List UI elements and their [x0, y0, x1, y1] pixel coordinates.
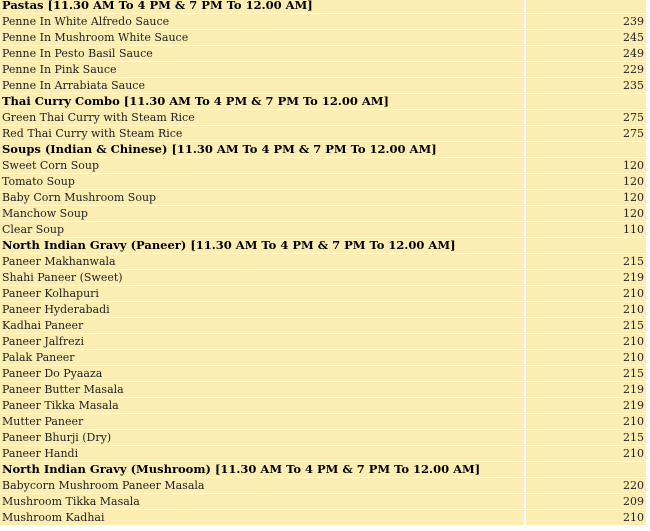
item-price: 209: [526, 494, 646, 509]
item-name: Mutter Paneer: [0, 414, 526, 429]
menu-item-row: [0, 382, 650, 398]
item-price: [526, 142, 646, 157]
item-price: 215: [526, 254, 646, 269]
section-header-row: [0, 142, 650, 158]
right-margin: [646, 0, 650, 531]
item-price: 229: [526, 62, 646, 77]
section-header-row: [0, 0, 650, 14]
item-price: 215: [526, 318, 646, 333]
item-price: 219: [526, 382, 646, 397]
menu-item-row: [0, 78, 650, 94]
item-name: Penne In Arrabiata Sauce: [0, 78, 526, 93]
menu-item-row: [0, 190, 650, 206]
item-name: Green Thai Curry with Steam Rice: [0, 110, 526, 125]
item-price: 245: [526, 30, 646, 45]
item-name: Sweet Corn Soup: [0, 158, 526, 173]
item-name: Red Thai Curry with Steam Rice: [0, 126, 526, 141]
item-name: Paneer Kolhapuri: [0, 286, 526, 301]
menu-item-row: [0, 30, 650, 46]
menu-item-row: [0, 334, 650, 350]
menu-item-row: [0, 46, 650, 62]
item-name: Baby Corn Mushroom Soup: [0, 190, 526, 205]
menu-item-row: [0, 174, 650, 190]
item-name: Palak Paneer: [0, 350, 526, 365]
menu-item-row: [0, 494, 650, 510]
section-title: North Indian Gravy (Paneer) [11.30 AM To 4 PM & 7 PM To 12.00 AM]: [0, 238, 526, 253]
item-price: 120: [526, 190, 646, 205]
item-price: [526, 0, 646, 13]
item-price: 210: [526, 334, 646, 349]
section-header-row: [0, 238, 650, 254]
item-price: 210: [526, 302, 646, 317]
menu-item-row: [0, 206, 650, 222]
menu-item-row: [0, 286, 650, 302]
menu-item-row: [0, 478, 650, 494]
section-title: North Indian Gravy (Mushroom) [11.30 AM To 4 PM & 7 PM To 12.00 AM]: [0, 462, 526, 477]
item-price: 210: [526, 510, 646, 525]
menu-item-row: [0, 318, 650, 334]
item-price: 219: [526, 270, 646, 285]
item-price: 249: [526, 46, 646, 61]
menu-item-row: [0, 366, 650, 382]
section-title: Pastas [11.30 AM To 4 PM & 7 PM To 12.00 AM]: [0, 0, 526, 13]
item-name: Penne In Mushroom White Sauce: [0, 30, 526, 45]
menu-item-row: [0, 222, 650, 238]
item-price: [526, 462, 646, 477]
item-price: 239: [526, 14, 646, 29]
item-price: 275: [526, 126, 646, 141]
menu-item-row: [0, 302, 650, 318]
item-price: 220: [526, 478, 646, 493]
section-title: Thai Curry Combo [11.30 AM To 4 PM & 7 PM To 12.00 AM]: [0, 94, 526, 109]
menu-item-row: [0, 158, 650, 174]
menu-item-row: [0, 110, 650, 126]
item-price: 120: [526, 174, 646, 189]
item-price: 120: [526, 158, 646, 173]
item-name: Paneer Handi: [0, 446, 526, 461]
item-name: Clear Soup: [0, 222, 526, 237]
item-price: [526, 238, 646, 253]
item-price: 120: [526, 206, 646, 221]
menu-item-row: [0, 14, 650, 30]
menu-item-row: [0, 398, 650, 414]
item-price: [526, 94, 646, 109]
item-price: 215: [526, 430, 646, 445]
item-name: Paneer Butter Masala: [0, 382, 526, 397]
item-price: 210: [526, 414, 646, 429]
item-price: 219: [526, 398, 646, 413]
menu-item-row: [0, 126, 650, 142]
section-title: Soups (Indian & Chinese) [11.30 AM To 4 PM & 7 PM To 12.00 AM]: [0, 142, 526, 157]
item-price: 235: [526, 78, 646, 93]
item-name: Babycorn Mushroom Paneer Masala: [0, 478, 526, 493]
menu-item-row: [0, 62, 650, 78]
item-price: 210: [526, 350, 646, 365]
item-name: Manchow Soup: [0, 206, 526, 221]
item-name: Penne In Pesto Basil Sauce: [0, 46, 526, 61]
item-price: 110: [526, 222, 646, 237]
item-name: Tomato Soup: [0, 174, 526, 189]
item-name: Shahi Paneer (Sweet): [0, 270, 526, 285]
item-name: Paneer Do Pyaaza: [0, 366, 526, 381]
item-name: Mushroom Kadhai: [0, 510, 526, 525]
section-header-row: [0, 94, 650, 110]
menu-item-row: [0, 350, 650, 366]
item-price: 210: [526, 446, 646, 461]
item-name: Penne In Pink Sauce: [0, 62, 526, 77]
item-name: Penne In White Alfredo Sauce: [0, 14, 526, 29]
menu-item-row: [0, 270, 650, 286]
item-name: Paneer Jalfrezi: [0, 334, 526, 349]
menu-item-row: [0, 414, 650, 430]
menu-item-row: [0, 254, 650, 270]
item-price: 275: [526, 110, 646, 125]
item-name: Mushroom Tikka Masala: [0, 494, 526, 509]
item-price: 210: [526, 286, 646, 301]
menu-item-row: [0, 510, 650, 526]
menu-item-row: [0, 430, 650, 446]
item-name: Paneer Tikka Masala: [0, 398, 526, 413]
item-name: Paneer Hyderabadi: [0, 302, 526, 317]
section-header-row: [0, 462, 650, 478]
item-name: Paneer Bhurji (Dry): [0, 430, 526, 445]
item-name: Paneer Makhanwala: [0, 254, 526, 269]
item-price: 215: [526, 366, 646, 381]
menu-item-row: [0, 446, 650, 462]
item-name: Kadhai Paneer: [0, 318, 526, 333]
